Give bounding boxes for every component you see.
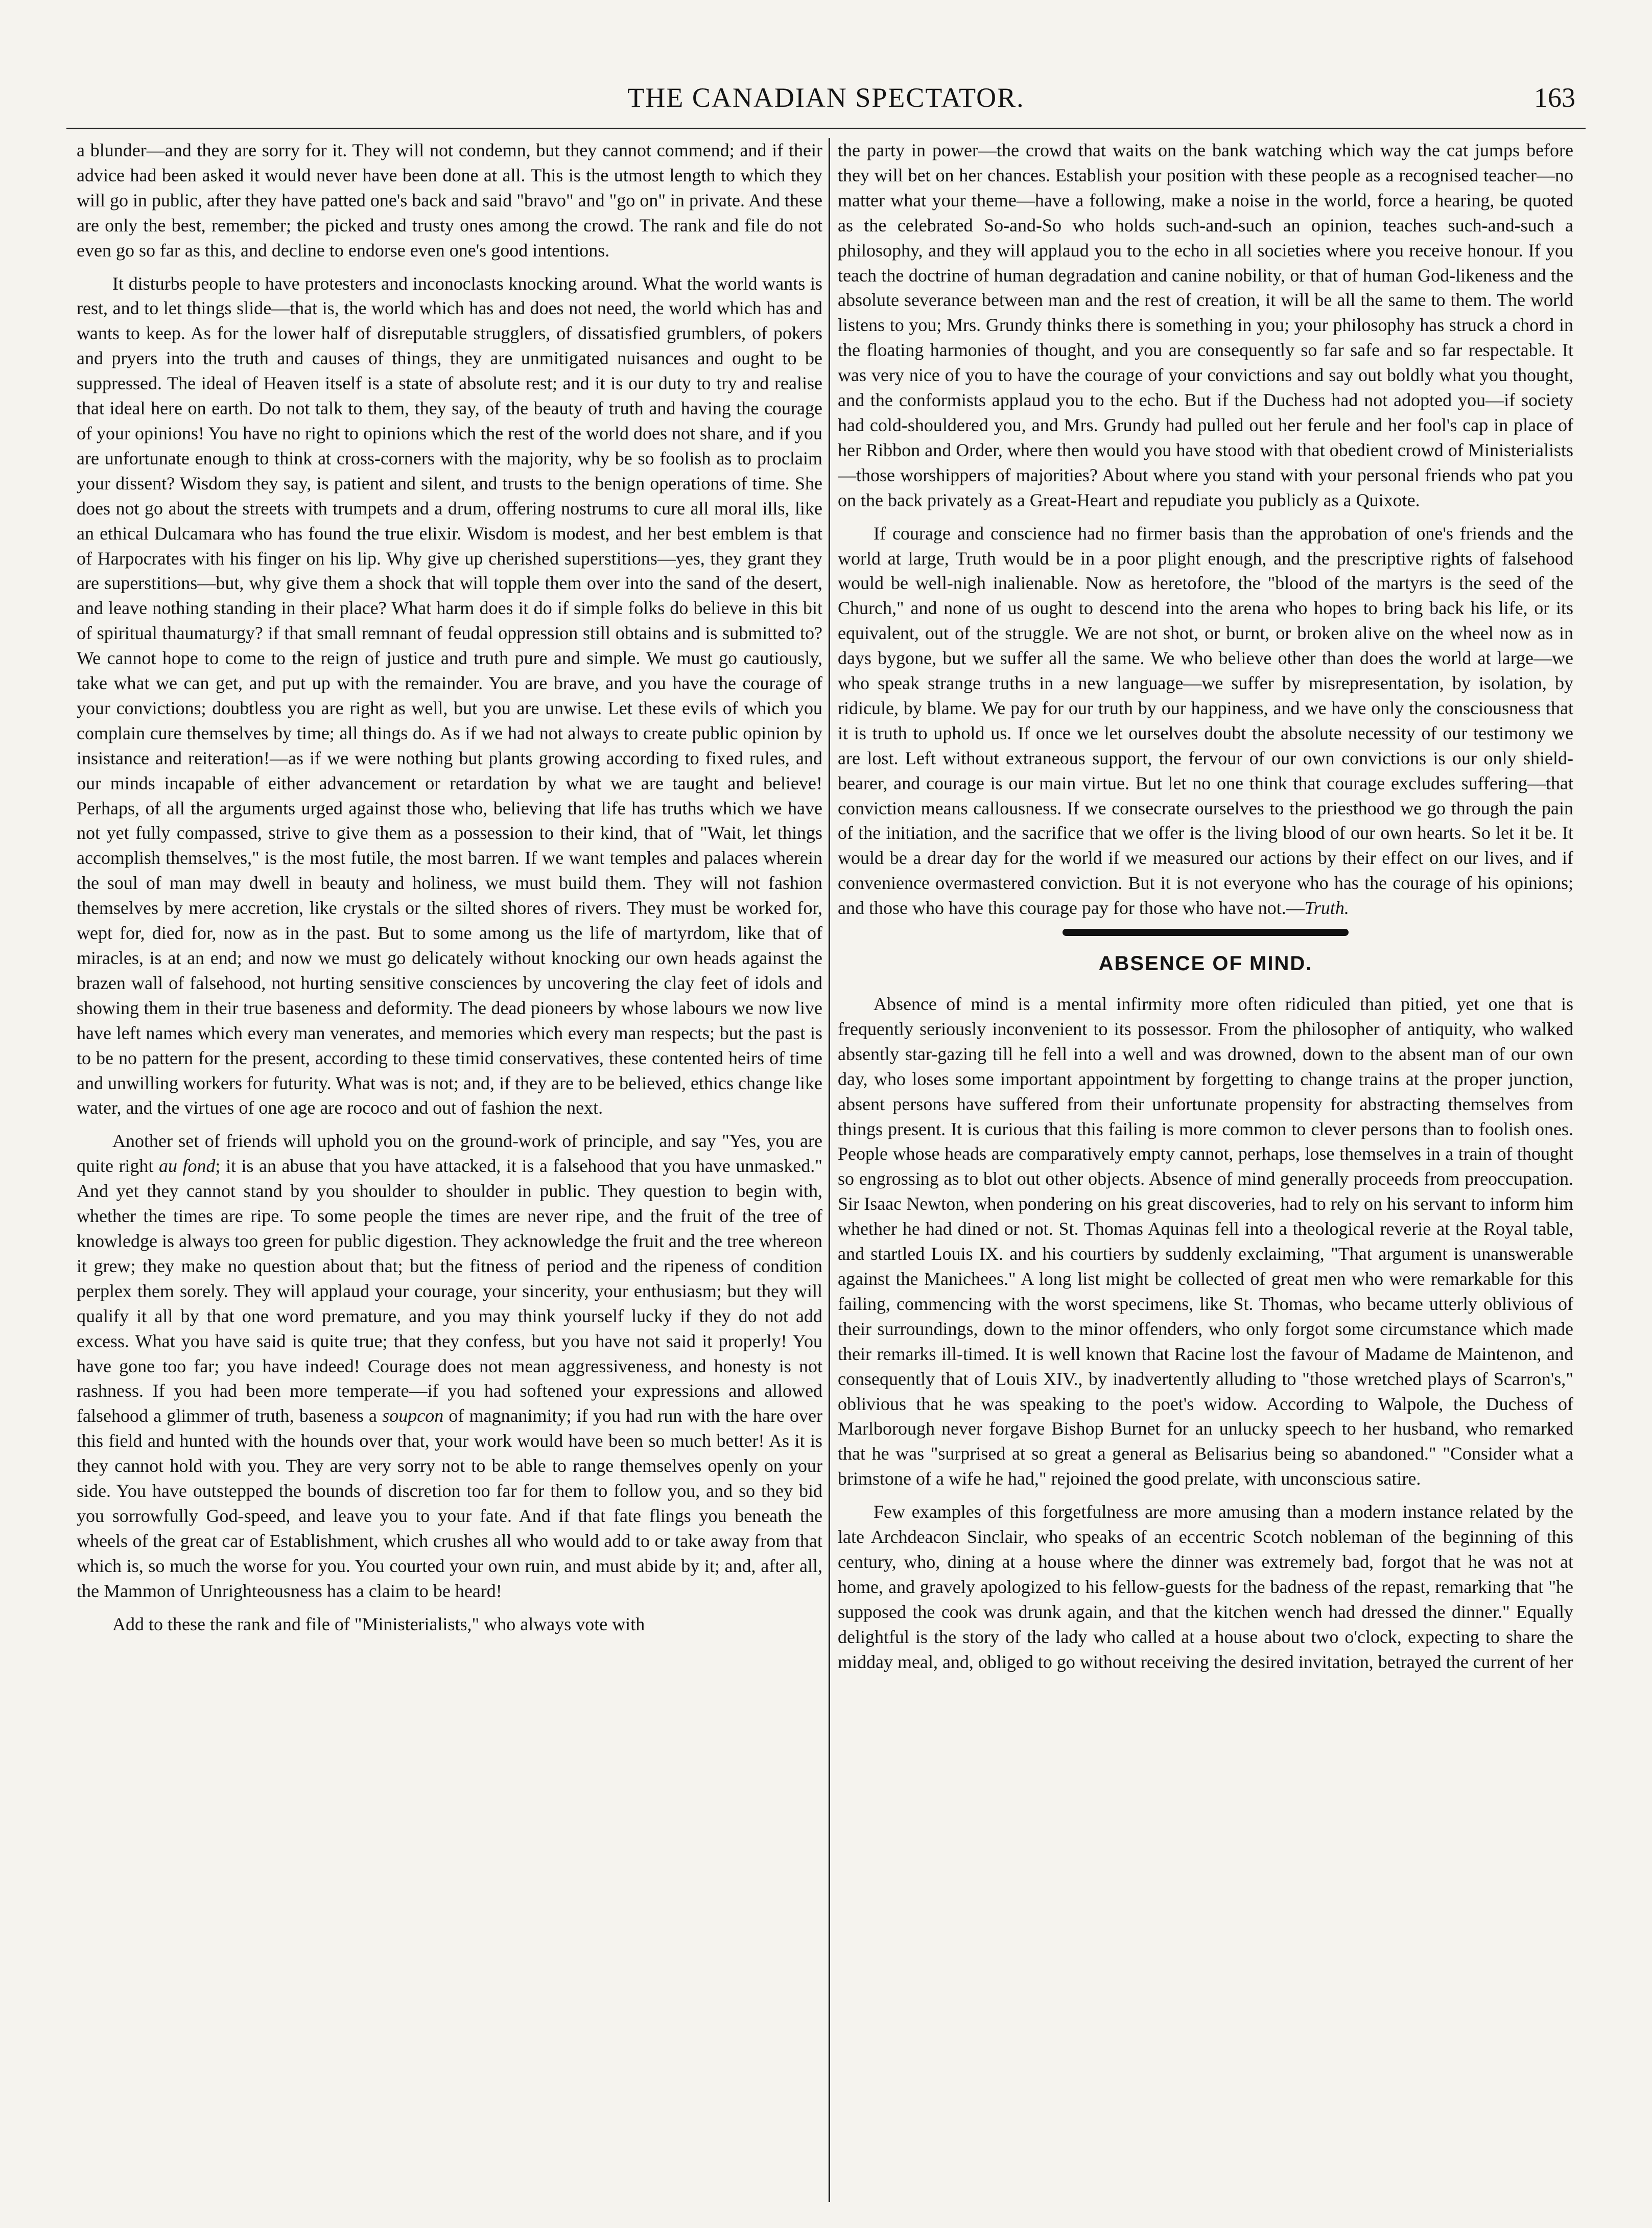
italic-phrase: au fond — [159, 1156, 216, 1177]
text-run: If courage and conscience had no firmer basis than the approbation of one's friends and the world at large, Truth would be in a poor plight enough, and the prescriptive rights of falsehood would be well-nigh inalienable. Now as heretofore, the "blood of the martyrs is the seed of the Church," and none of us ought to descend into the arena who hopes to bring back his life, or its equivalent, out of the struggle. We are not shot, or burnt, or broken alive on the wheel now as in days bygone, but we suffer all the same. We who believe other than does the world at large—we who speak strange truths in a new language—we suffer by misrepresentation, by isolation, by ridicule, by blame. We pay for our truth by our happiness, and we have only the consciousness that it is truth to uphold us. If once we let ourselves doubt the absolute necessity of our testimony we are lost. Left without extraneous support, the fervour of our own convictions is our only shield-bearer, and courage is our main virtue. But let no one think that courage excludes suffering—that conviction means callousness. If we consecrate ourselves to the priesthood we go through the pain of the initiation, and the sacrifice that we offer is the living blood of our own hearts. So let it be. It would be a drear day for the world if we measured our actions by their effect on our lives, and if convenience overmastered conviction. But it is not everyone who has the courage of his opinions; and those who have this courage pay for those who have not.— — [838, 523, 1573, 919]
text-run: ; it is an abuse that you have attacked, it is a falsehood that you have unmasked." And yet they cannot stand by you shoulder to shoulder in public. They question to begin with, whether the times are ripe. To some people the times are never ripe, and the fruit of the tree of knowledge is always too green for public digestion. They acknowledge the fruit and the tree whereon it grew; they make no question about that; but the fitness of period and the ripeness of condition perplex them sorely. They will applaud your courage, your sincerity, your enthusiasm; but they will qualify it all by that one word premature, and you may think yourself lucky if they do not add excess. What you have said is quite true; that they confess, but you have not said it properly! You have gone too far; you have indeed! Courage does not mean aggressiveness, and honesty is not rashness. If you had been more temperate—if you had softened your expressions and allowed falsehood a glimmer of truth, baseness a — [77, 1156, 822, 1426]
masthead: THE CANADIAN SPECTATOR. — [627, 82, 1025, 113]
italic-phrase: soupcon — [382, 1405, 444, 1426]
paragraph: It disturbs people to have protesters and inconoclasts knocking around. What the world wants is rest, and to let things slide—that is, the world which has and does not need, the world which has and wants to keep. As for the lower half of disreputable strugglers, of dissatisfied grumblers, of pokers and pryers into the truth and causes of things, they are unmitigated nuisances and ought to be suppressed. The ideal of Heaven itself is a state of absolute rest; and it is our duty to try and realise that ideal here on earth. Do not talk to them, they say, of the beauty of truth and having the courage of your opinions! You have no right to opinions which the rest of the world does not share, and if you are unfortunate enough to think at cross-corners with the majority, why be so foolish as to proclaim your dissent? Wisdom they say, is patient and silent, and trusts to the benign operations of time. She does not go about the streets with trumpets and a drum, offering nostrums to cure all moral ills, like an ethical Dulcamara who has found the true elixir. Wisdom is modest, and her best emblem is that of Harpocrates with his finger on his lip. Why give up cherished superstitions—yes, they grant they are superstitions—but, why give them a shock that will topple them over into the sand of the desert, and leave nothing standing in their place? What harm does it do if simple folks do believe in this bit of spiritual thaumaturgy? if that small remnant of feudal oppression still obtains and is submitted to? We cannot hope to come to the reign of justice and truth pure and simple. We must go cautiously, take what we can get, and put up with the remainder. You are brave, and you have the courage of your convictions; doubtless you are right as well, but you are unwise. Let these evils of which you complain cure themselves by time; all things do. As if we had not always to create public opinion by insistance and reiteration!—as if we were nothing but plants growing according to fixed rules, and our minds incapable of either advancement or retardation by what we are taught and believe! Perhaps, of all the arguments urged against those who, believing that life has truths which we have not yet fully compassed, strive to give them as a possession to their kind, that of "Wait, let things accomplish themselves," is the most futile, the most barren. If we want temples and palaces wherein the soul of man may dwell in beauty and holiness, we must build them. They will not fashion themselves by mere accretion, like crystals or the silted shores of rivers. They must be worked for, wept for, died for, now as in the past. But to some among us the life of martyrdom, like that of miracles, is at an end; and now we must go delicately without knocking our own heads against the brazen wall of falsehood, not hurting sensitive consciences by uncovering the clay feet of idols and showing them in their true baseness and deformity. The dead pioneers by whose labours we now live have left names which every man venerates, and memories which every man respects; but the past is to be no pattern for the present, according to these timid conservatives, these contented heirs of time and unwilling workers for futurity. What was is not; and, if they are to be believed, ethics change like water, and the virtues of one age are rococo and out of fashion the next. — [77, 273, 822, 1118]
paragraph: Absence of mind is a mental infirmity more often ridiculed than pitied, yet one that is frequently seriously inconvenient to its possessor. From the philosopher of antiquity, who walked absently star-gazing till he fell into a well and was drowned, down to the absent man of our own day, who loses some important appointment by forgetting to change trains at the proper junction, absent persons have suffered from their unfortunate propensity for abstracting themselves from things present. It is curious that this failing is more common to clever persons than to foolish ones. People whose heads are comparatively empty cannot, perhaps, lose themselves in a train of thought so engrossing as to blot out other objects. Absence of mind generally proceeds from preoccupation. Sir Isaac Newton, when pondering on his great discoveries, had to rely on his servant to inform him whether he had dined or not. St. Thomas Aquinas fell into a theological reverie at the Royal table, and startled Louis IX. and his courtiers by suddenly exclaiming, "That argument is unanswerable against the Manichees." A long list might be collected of great men who were remarkable for this failing, commencing with the worst specimens, like St. Thomas, who became utterly oblivious of their surroundings, down to the minor offenders, who only forgot some circumstance which made their remarks ill-timed. It is well known that Racine lost the favour of Madame de Maintenon, and consequently that of Louis XIV., by inadvertently alluding to "those wretched plays of Scarron's," oblivious that he was speaking to the poet's widow. According to Walpole, the Duchess of Marlborough never forgave Bishop Burnet for an unlucky speech to her husband, who remarked that he was "surprised at so great a general as Belisarius being so abandoned." "Consider what a brimstone of a wife he had," rejoined the good prelate, with unconscious satire. — [838, 994, 1573, 1489]
paragraph — [838, 521, 1573, 921]
paragraph — [77, 1129, 822, 1603]
section-separator — [1063, 929, 1349, 936]
paragraph: a blunder—and they are sorry for it. They will not condemn, but they cannot commend; and if their advice had been asked it would never have been done at all. This is the utmost length to which they will go in public, after they have patted one's back and said "bravo" and "go on" in private. And these are only the best, remember; the picked and trusty ones among the crowd. The rank and file do not even go so far as this, and decline to endorse even one's good intentions. — [77, 140, 822, 261]
page-number: 163 — [1534, 82, 1575, 113]
left-column — [77, 138, 822, 2202]
text-run: Another set of friends will uphold you on the ground-work of principle, and say "Yes, you are quite right — [77, 1131, 822, 1177]
column-divider — [829, 138, 830, 2202]
text-run: of magnanimity; if you had run with the hare over this field and hunted with the hounds over that, your work would have been so much better! As it is they cannot hold with you. They are very sorry not to be able to range themselves openly on your side. You have outstepped the bounds of discretion too far for them to follow you, and so they bid you sorrowfully God-speed, and leave you to your fate. And if that fate flings you beneath the wheels of the great car of Establishment, which crushes all who would add to or take away from that which is, so much the worse for you. You courted your own ruin, and must abide by it; and, after all, the Mammon of Unrighteousness has a claim to be heard! — [77, 1405, 822, 1601]
paragraph: Few examples of this forgetfulness are more amusing than a modern instance related by the late Archdeacon Sinclair, who speaks of an eccentric Scotch nobleman of the beginning of this century, who, dining at a house where the dinner was extremely bad, forgot that he was not at home, and gravely apologized to his fellow-guests for the badness of the repast, remarking that "he supposed the cook was drunk again, and that the kitchen wench had dressed the dinner." Equally delightful is the story of the lady who called at a house about two o'clock, expecting to share the midday meal, and, obliged to go without receiving the desired invitation, betrayed the current of her — [838, 1502, 1573, 1672]
right-column — [838, 138, 1573, 2202]
paragraph: the party in power—the crowd that waits on the bank watching which way the cat jumps before they will bet on her chances. Establish your position with these people as a recognised teacher—no matter what your theme—have a following, make a noise in the world, force a hearing, be quoted as the celebrated So-and-So who holds such-and-such an opinion, teaches such-and-such a philosophy, and they will applaud you to the echo in all societies where you receive honour. If you teach the doctrine of human degradation and canine nobility, or that of human God-likeness and the absolute severance between man and the rest of creation, it will be all the same to them. The world listens to you; Mrs. Grundy thinks there is something in you; your philosophy has struck a chord in the floating harmonies of thought, and you are consequently so far safe and so far respectable. It was very nice of you to have the courage of your convictions and say out boldly what you thought, and the conformists applaud you to the echo. But if the Duchess had not adopted you—if society had cold-shouldered you, and Mrs. Grundy had pulled out her ferule and her fool's cap in place of her Ribbon and Order, where then would you have stood with that obedient crowd of Ministerialists—those worshippers of majorities? About where you stand with your personal friends who pat you on the back privately as a Great-Heart and repudiate you publicly as a Quixote. — [838, 140, 1573, 510]
attribution: Truth. — [1304, 898, 1349, 919]
section-title: ABSENCE OF MIND. — [1098, 952, 1313, 975]
page-header — [66, 82, 1586, 129]
paragraph: Add to these the rank and file of "Ministerialists," who always vote with — [112, 1613, 645, 1634]
